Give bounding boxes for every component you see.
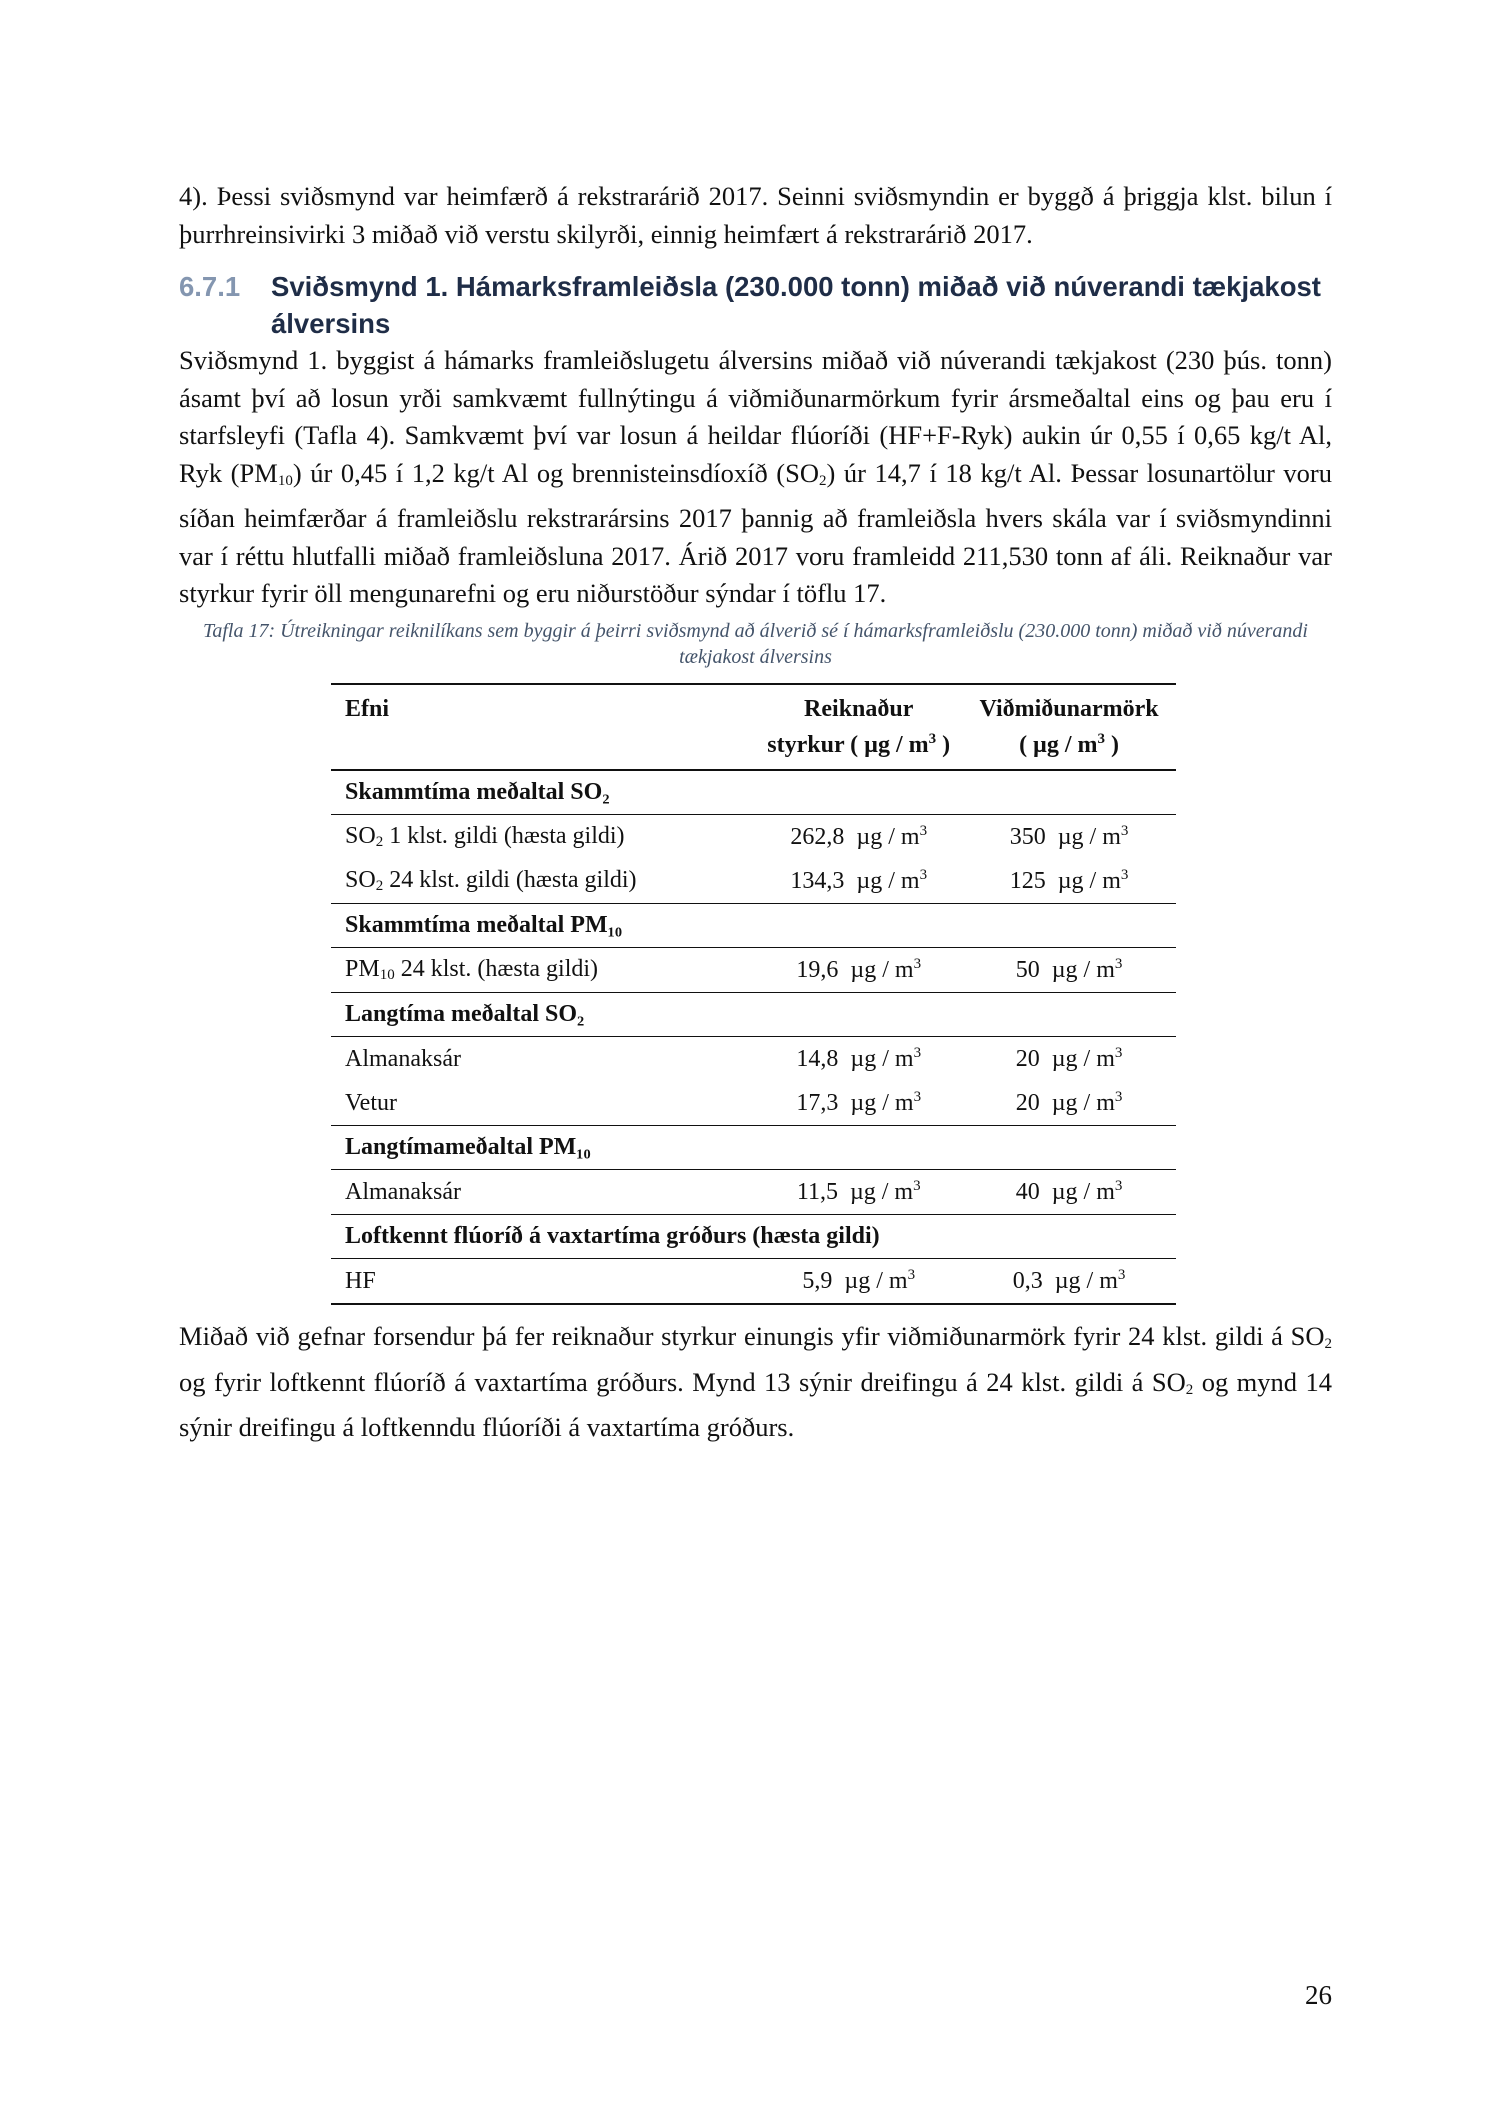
- subscript: 2: [818, 472, 827, 489]
- superscript: 3: [1097, 731, 1106, 747]
- superscript: 3: [1120, 823, 1129, 839]
- value: 0,3: [1012, 1268, 1043, 1294]
- outro-text-b: og fyrir loftkennt flúoríð á vaxtartíma gróðurs. Mynd 13 sýnir dreifingu á 24 klst. gildi á SO: [179, 1366, 1186, 1397]
- header-text: ): [936, 732, 951, 758]
- value: 350: [1009, 824, 1046, 850]
- calc-value: [755, 859, 962, 904]
- limit-value: [962, 859, 1176, 904]
- limit-value: [962, 1081, 1176, 1126]
- unit: µg / m: [856, 824, 920, 850]
- table-row: [331, 1037, 1176, 1082]
- superscript: 3: [913, 1045, 922, 1061]
- header-text: ( µg / m: [1019, 732, 1098, 758]
- unit: µg / m: [1057, 868, 1121, 894]
- unit: µg / m: [844, 1268, 908, 1294]
- row-label: Vetur: [331, 1081, 755, 1126]
- header-calculated: [755, 684, 962, 770]
- value: 19,6: [796, 957, 839, 983]
- row-label-text: SO: [345, 823, 376, 849]
- value: 262,8: [790, 824, 845, 850]
- calc-value: [755, 948, 962, 993]
- row-label-text: SO: [345, 867, 376, 893]
- section-label: Langtíma meðaltal SO₂: [331, 993, 1176, 1037]
- body-text-a: Sviðsmynd 1. byggist á hámarks framleiðslugetu álversins miðað við núverandi tækjakost (230 þús. tonn) ásamt því að losun yrði samkvæmt fullnýtingu á viðmiðunarmörkum fyrir ársmeðaltal eins og þau eru í starfsleyfi (Tafla 4). Samkvæmt því var losun á heildar flúoríði (HF+F-Ryk) aukin úr 0,55 í 0,65 kg/t Al, Ryk (PM: [179, 345, 1332, 488]
- value: 20: [1015, 1090, 1040, 1116]
- value: 20: [1015, 1046, 1040, 1072]
- superscript: 3: [919, 867, 928, 883]
- value: 125: [1009, 868, 1046, 894]
- value: 14,8: [796, 1046, 839, 1072]
- body-paragraph: [179, 342, 1332, 613]
- subscript: 2: [375, 834, 384, 850]
- row-label-text: PM: [345, 956, 380, 982]
- row-label: [331, 948, 755, 993]
- value: 40: [1015, 1179, 1040, 1205]
- subscript: 2: [1324, 1336, 1332, 1352]
- table-row: [331, 948, 1176, 993]
- header-text: Viðmiðunarmörk: [979, 696, 1159, 722]
- row-label: Almanaksár: [331, 1170, 755, 1215]
- table-caption: Tafla 17: Útreikningar reiknilíkans sem byggir á þeirri sviðsmynd að álverið sé í hámarksframleiðslu (230.000 tonn) miðað við núverandi tækjakost álversins: [203, 620, 1308, 668]
- section-row: [331, 1215, 1176, 1259]
- header-text: Reiknaður: [804, 696, 914, 722]
- superscript: 3: [1114, 1045, 1123, 1061]
- row-label-text: 1 klst. gildi (hæsta gildi): [383, 823, 625, 849]
- calc-value: [755, 1170, 962, 1215]
- section-label: Skammtíma meðaltal SO₂: [331, 770, 1176, 815]
- outro-text-a: Miðað við gefnar forsendur þá fer reiknaður styrkur einungis yfir viðmiðunarmörk fyrir 24 klst. gildi á SO: [179, 1321, 1325, 1351]
- row-label: Almanaksár: [345, 1045, 461, 1072]
- header-text: ): [1105, 732, 1120, 758]
- superscript: 3: [928, 731, 937, 747]
- header-limit: [962, 684, 1176, 770]
- section-label: Loftkennt flúoríð á vaxtartíma gróðurs (hæsta gildi): [331, 1215, 1176, 1259]
- table-row: [331, 1259, 1176, 1305]
- limit-value: [962, 1037, 1176, 1082]
- value: 5,9: [802, 1268, 833, 1294]
- row-label-text: 24 klst. (hæsta gildi): [394, 956, 599, 982]
- section-row: [331, 993, 1176, 1037]
- table-row: [331, 1081, 1176, 1126]
- superscript: 3: [1117, 1267, 1126, 1283]
- body-text-c: ) úr 14,7 í 18 kg/t Al. Þessar losunartölur voru síðan heimfærðar á framleiðslu rekstrarársins 2017 þannig að framleiðsla hvers skála var í sviðsmyndinni var í réttu hlutfalli miðað framleiðsluna 2017. Árið 2017 voru framleidd 211,530 tonn af áli. Reiknaður var styrkur fyrir öll mengunarefni og eru niðurstöður sýndar í töflu 17.: [179, 457, 1332, 608]
- row-label-text: 24 klst. gildi (hæsta gildi): [383, 867, 637, 893]
- row-label: [331, 859, 755, 904]
- value: 17,3: [796, 1090, 839, 1116]
- unit: µg / m: [850, 957, 914, 983]
- page-number: 26: [1305, 1980, 1332, 2010]
- outro-text-c: og mynd 14 sýnir dreifingu á loftkenndu flúoríði á vaxtartíma gróðurs.: [179, 1366, 1332, 1442]
- section-heading: [179, 268, 1339, 342]
- body-text-b: ) úr 0,45 í 1,2 kg/t Al og brennisteinsdíoxíð (SO: [292, 457, 819, 488]
- header-efni: Efni: [345, 696, 390, 722]
- superscript: 3: [913, 1089, 922, 1105]
- row-label: [331, 815, 755, 860]
- limit-value: [962, 815, 1176, 860]
- section-label: Langtímameðaltal PM₁₀: [331, 1126, 1176, 1170]
- superscript: 3: [1114, 1089, 1123, 1105]
- unit: µg / m: [850, 1046, 914, 1072]
- row-label: HF: [331, 1259, 755, 1305]
- superscript: 3: [919, 823, 928, 839]
- unit: µg / m: [1051, 1179, 1115, 1205]
- unit: µg / m: [1057, 824, 1121, 850]
- table-row: [331, 1170, 1176, 1215]
- superscript: 3: [1114, 1178, 1123, 1194]
- calc-value: [755, 1259, 962, 1305]
- superscript: 3: [907, 1267, 916, 1283]
- superscript: 3: [913, 956, 922, 972]
- results-table: [331, 683, 1176, 1305]
- header-text: styrkur ( µg / m: [767, 732, 929, 758]
- section-row: [331, 770, 1176, 815]
- subscript: 2: [1185, 1381, 1194, 1398]
- section-number: 6.7.1: [179, 271, 241, 302]
- value: 134,3: [790, 868, 845, 894]
- superscript: 3: [913, 1178, 921, 1194]
- unit: µg / m: [1054, 1268, 1118, 1294]
- section-label: Skammtíma meðaltal PM₁₀: [331, 904, 1176, 948]
- unit: µg / m: [849, 1179, 914, 1205]
- calc-value: [755, 1081, 962, 1126]
- unit: µg / m: [1051, 957, 1115, 983]
- limit-value: [962, 1259, 1176, 1305]
- superscript: 3: [1114, 956, 1123, 972]
- unit: µg / m: [1051, 1090, 1115, 1116]
- unit: µg / m: [1051, 1046, 1115, 1072]
- calc-value: [755, 815, 962, 860]
- table-header-row: [331, 684, 1176, 770]
- limit-value: [962, 948, 1176, 993]
- value: 50: [1015, 957, 1040, 983]
- section-row: [331, 1126, 1176, 1170]
- subscript: 10: [379, 967, 395, 983]
- subscript: 2: [375, 878, 384, 894]
- limit-value: [962, 1170, 1176, 1215]
- table-row: [331, 815, 1176, 860]
- value: 11,5: [796, 1179, 838, 1205]
- superscript: 3: [1120, 867, 1129, 883]
- section-row: [331, 904, 1176, 948]
- intro-paragraph: 4). Þessi sviðsmynd var heimfærð á rekstrarárið 2017. Seinni sviðsmyndin er byggð á þriggja klst. bilun í þurrhreinsivirki 3 miðað við verstu skilyrði, einnig heimfært á rekstrarárið 2017.: [179, 181, 1332, 249]
- subscript: 10: [277, 472, 293, 489]
- calc-value: [755, 1037, 962, 1082]
- table-row: [331, 859, 1176, 904]
- unit: µg / m: [850, 1090, 914, 1116]
- section-title: Sviðsmynd 1. Hámarksframleiðsla (230.000 tonn) miðað við núverandi tækjakost álversins: [271, 271, 1321, 339]
- unit: µg / m: [856, 868, 920, 894]
- conclusion-paragraph: [179, 1318, 1332, 1447]
